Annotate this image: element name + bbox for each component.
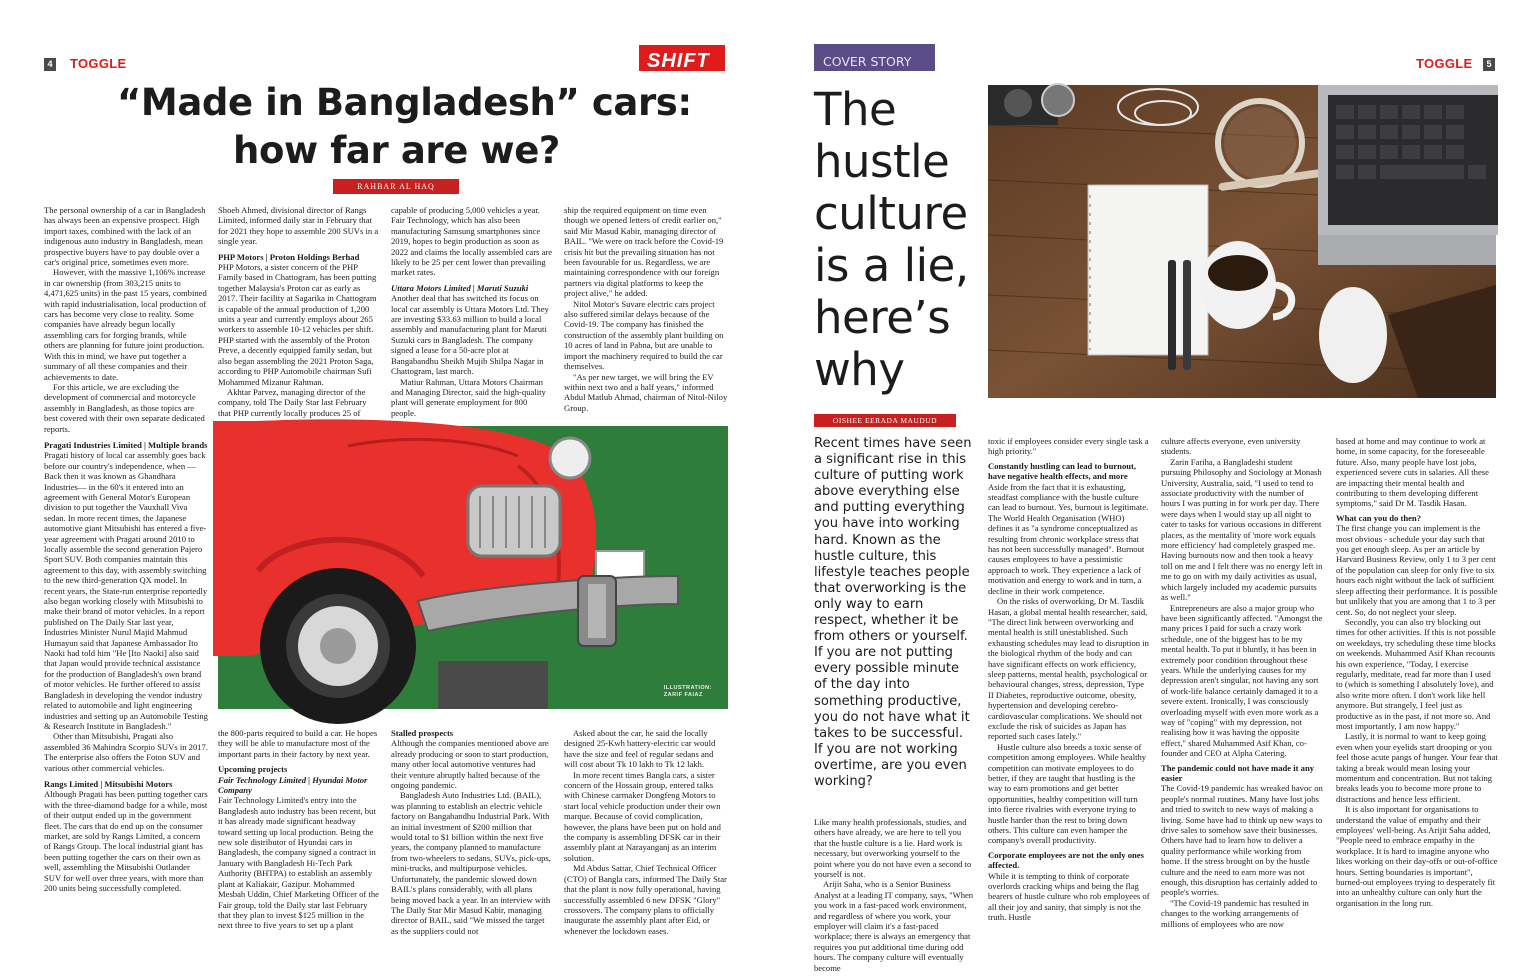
paragraph: ship the required equipment on time even though we opened letters of credit earlier on," said Mir Masud Kabir, managing director of BAIL. "We were on track before the Covid-19 crisis hit but the prevailing situation has not been favourable for us. Regardless, we are maintaining correspondence with our foreign partners via digital platforms to keep the project alive," he added. <box>564 205 724 299</box>
paragraph: The first change you can implement is the most obvious - schedule your day such that you get enough sleep. As per an article by Harvard Business Review, only 1 to 3 per cent of the population can sleep for only five to six hours each night without the lack of sufficient sleep affecting their performance. It is possible but unlikely that you are among that 1 to 3 per cent. So, do not neglect your sleep. <box>1336 523 1498 617</box>
paragraph: Md Abdus Sattar, Chief Technical Officer (CTO) of Bangla cars, informed The Daily Star that the plant is now fully operational, having successfully assembled 6 new DFSK "Glory" crossovers. The company plans to officially inaugurate the assembly plant after Eid, or whenever the lockdown eases. <box>564 863 727 936</box>
byline-right: OISHEE EERADA MAUDUD <box>814 414 956 427</box>
article-column-2-bottom <box>218 728 380 940</box>
paragraph: culture affects everyone, even university students. <box>1161 436 1301 457</box>
article-column-4-top <box>564 205 728 420</box>
page-number: 4 <box>44 58 56 71</box>
shift-logo-text: SHIFT <box>647 50 710 72</box>
paragraph: "The Covid-19 pandemic has resulted in changes to the working arrangements of millions of employees who are now <box>1161 897 1309 929</box>
article-column-3-top <box>391 205 553 420</box>
paragraph: Although Pragati has been putting together cars with the three-diamond badge for a while, most of their output ended up in the government fleet. The cars that do end up on the consumer market, are sold by Rangs Limited, a concern of Rangs Group. The local industrial giant has been putting together the cars on their own as well, assembling the Mitsubishi Outlander SUV for well over three years, with more than 200 units being successfully completed. <box>44 789 208 893</box>
article-column-r2 <box>988 436 1150 941</box>
article-column-2-top <box>218 205 380 420</box>
headline-line-2: how far are we? <box>233 129 560 172</box>
article-column-1 <box>44 205 208 940</box>
paragraph: Matiur Rahman, Uttara Motors Chairman and Managing Director, said the high-quality plant will generate employment for 800 people. <box>391 376 546 418</box>
paragraph: Entrepreneurs are also a major group who have been significantly affected. "Amongst the many prices I paid for such a crazy work schedule, one of the biggest has to be my mental health. To put it bluntly, it has been in extremely poor condition throughout these years. While the underlying causes for my depression aren't singular, not having any sort of work-life balance certainly damaged it to a severe extent. Ironically, I was consciously overloading myself with even more work as a way of "coping" with my depression, not realising how it was having the opposite effect," shared Muhammed Asif Khan, co-founder and CEO at Alpha Catering. <box>1161 602 1323 759</box>
subheading: Rangs Limited | Mitsubishi Motors <box>44 778 173 789</box>
article-column-r3 <box>1161 436 1323 941</box>
desk-photo <box>988 85 1496 398</box>
paragraph: Asked about the car, he said the locally designed 25-Kwh battery-electric car would have the size and feel of regular sedans and will cost about Tk 10 lakh to Tk 12 lakh. <box>564 728 716 770</box>
desk-photo-graphic <box>988 85 1496 398</box>
paragraph: The personal ownership of a car in Bangladesh has always been an expensive prospect. High import taxes, combined with the lack of an indigenous auto industry in Bangladesh, mean prospective buyers have to pay double over a car's original price, sometimes even more. <box>44 205 206 268</box>
section-tag-right: TOGGLE <box>1416 56 1473 71</box>
illustration-credit-label: ILLUSTRATION: <box>663 685 712 691</box>
section-tag: TOGGLE <box>70 56 127 71</box>
cover-title-line: why <box>814 343 905 396</box>
article-column-r4 <box>1336 436 1498 941</box>
byline: RAHBAR AL HAQ <box>333 179 459 194</box>
subheading: Stalled prospects <box>391 728 454 738</box>
paragraph: the 800-parts required to build a car. He hopes they will be able to manufacture most of the important parts in their factory by next year. <box>218 728 378 759</box>
paragraph: Like many health professionals, studies, and others have already, we are here to tell you that the hustle culture is a lie. Hard work is necessary, but overworking yourself to the point where you do not have even a second to yourself is not. <box>814 817 972 880</box>
paragraph: Secondly, you can also try blocking out times for other activities. If this is not possible on weekdays, try scheduling these time blocks on weekends. Muhammed Asif Khan recounts his own experience, "Today, I exercise regularly, meditate, read far more than I used to (which is something I absolutely love), and also write more often. I don't work like hell anymore. But strangely, I feel just as productive as in the past, if not more so. And most importantly, I am now happy." <box>1336 616 1496 731</box>
paragraph: In more recent times Bangla cars, a sister concern of the Hossain group, entered talks with Chinese carmaker Dongfeng Motors to start local vehicle production under their own marque. Because of covid complication, however, the plans have been put on hold and the company is assembling DFSK car in their assembly plant at Narayanganj as an interim solution. <box>564 769 721 863</box>
paragraph: Other than Mitsubishi, Pragati also assembled 36 Mahindra Scorpio SUVs in 2017. The enterprise also offers the Foton SUV and various other commercial vehicles. <box>44 731 208 773</box>
paragraph: Lastly, it is normal to want to keep going even when your eyelids start drooping or you feel those acute pangs of hunger. Your fear that taking a break would mean losing your momentum and concentration. But not taking breaks leads you to become more prone to distractions and hence less efficient. <box>1336 731 1498 804</box>
paragraph: Akhtar Parvez, managing director of the company, told The Daily Star last February that PHP currently locally produces 25 of <box>218 386 367 418</box>
subheading: Pragati Industries Limited | Multiple brands <box>44 439 208 450</box>
paragraph: However, with the massive 1,106% increase in car ownership (from 303,215 units to 4,471,625 units) in the past 15 years, combined with rapid industrialisation, local production of cars has become very close to reality. Some companies have already begun locally assembling cars for forging brands, while others are planning for future joint production. With this in mind, we have put together a summary of all these companies and their achievements to date. <box>44 267 207 382</box>
paragraph: Hustle culture also breeds a toxic sense of competition among employees. While healthy competition can motivate employees to do better, if they are taught that hustling is the way to earn promotions and get better opportunities, healthy competition will turn into fierce rivalries with everyone trying to hustle harder than the rest to bring down others. This culture can even hamper the company's overall productivity. <box>988 741 1147 846</box>
article-column-3-bottom <box>391 728 553 940</box>
paragraph: PHP Motors, a sister concern of the PHP Family based in Chattogram, has been putting together Malaysia's Proton car as early as 2017. Their facility at Sagarika in Chattogram is capable of the annual production of 1,200 units a year and currently employs about 265 workers to assemble 10-12 vehicles per shift. PHP started with the assembly of the Proton Preve, a decently equipped family sedan, but also began assembling the 2021 Proton Saga, according to PHP Automobile chairman Sufi Mohammed Mizanur Rahman. <box>218 262 377 387</box>
intro-paragraph: Recent times have seen a significant rise in this culture of putting work above everything else and putting everything you have into working hard. Known as the hustle culture, this lifestyle teaches people that overworking is the only way to earn respect, whether it be from others or yourself. If you are not putting every possible minute of the day into something productive, you do not have what it takes to be successful. If you are not working overtime, are you even working? <box>814 436 972 789</box>
cover-title-line: hustle <box>814 135 950 188</box>
paragraph: Fair Technology Limited's entry into the Bangladesh auto industry has been recent, but it has already made significant headway toward setting up local production. Being the new sole distributor of Hyundai cars in Bangladesh, the company signed a contract in January with Bangladesh Hi-Tech Park Authority (BHTPA) to establish an assembly plant at Kaliakair, Gazipur. Mohammed Mesbah Uddin, Chief Marketing Officer of the Fair group, told the Daily star last February that they plan to invest $125 million in the next three to five years to set up a plant <box>218 795 379 931</box>
paragraph: based at home and may continue to work at home, in some capacity, for the foreseeable future. Also, many people have lost jobs, experienced severe cuts in salaries. All these are impacting their mental health and contributing to them developing different symptoms," said Dr M. Tasdik Hasan. <box>1336 436 1489 509</box>
article-column-4-bottom <box>564 728 728 940</box>
paragraph: It is also important for organisations to understand the value of empathy and their employees' well-being. As Arijit Saha added, "People need to embrace empathy in the workplace. It is hard to imagine anyone who likes working on their day-offs or out-of-office hours. Setting boundaries is important", burned-out employees trying to desperately fit into an unhealthy culture can only hurt the organisation in the long run. <box>1336 804 1498 908</box>
paragraph: Although the companies mentioned above are already producing or soon to start production, many other local automotive ventures had their venture abruptly halted because of the ongoing pandemic. <box>391 738 549 791</box>
paragraph: toxic if employees consider every single task a high priority." <box>988 436 1149 457</box>
paragraph: Bangladesh Auto Industries Ltd. (BAIL), was planning to establish an electric vehicle factory on Bangabandhu Industrial Park. With an initial investment of $200 million that would total to $1 billion within the next five years, the company planned to manufacture from two-wheelers to sedans, SUVs, pick-ups, mini-trucks, and multipurpose vehicles. Unfortunately, the pandemic slowed down BAIL's plans considerably, with all plans being moved back a year. In an interview with The Daily Star Mir Masud Kabir, managing director of BAIL, said "We missed the target as the suppliers could not <box>391 790 551 936</box>
subheading: The pandemic could not have made it any easier <box>1161 762 1315 783</box>
subheading: Constantly hustling can lead to burnout, have negative health effects, and more <box>988 460 1137 482</box>
illustration-credit <box>664 685 712 699</box>
headline-line-1: “Made in Bangladesh” cars: <box>117 81 692 124</box>
cover-title-line: is a lie, <box>814 239 969 292</box>
paragraph: Shoeb Ahmed, divisional director of Rangs Limited, informed daily star in February that for 2021 they hope to assemble 200 SUVs in a single year. <box>218 205 379 247</box>
cover-title-line: here’s <box>814 291 951 344</box>
paragraph: Arijit Saha, who is a Senior Business Analyst at a leading IT company, says, "When you work in a fast-paced work environment, and regardless of where you work, your employer will claim it's a fast-paced workplace; there is always an emergency that requires you put additional time during odd hours. The company culture will eventually become <box>814 879 974 973</box>
paragraph: capable of producing 5,000 vehicles a year. Fair Technology, which has also been manufacturing Samsung smartphones since 2019, hopes to begin production as soon as 2022 and claims the locally assembled cars are likely to be 25 per cent lower than prevailing market rates. <box>391 205 553 278</box>
paragraph: Zarin Fariha, a Bangladeshi student pursuing Philosophy and Sociology at Monash University, Australia, said, "I used to tend to associate productivity with the number of hours I was putting in for work per day. There were days when I would stay up all night to cater to tasks for various occasions in different places, as the mentality of 'more work equals more efficiency' had completely grasped me. Having burnouts now and then took a heavy toll on me and I felt there was no energy left in me to go on with my daily activities as usual, which largely included my academic pursuits as well." <box>1161 456 1323 603</box>
article-column-r1 <box>814 817 974 973</box>
paragraph: On the risks of overworking, Dr M. Tasdik Hasan, a global mental health researcher, said, "The direct link between overworking and mental health is still unestablished. Such exhausting schedules may lead to disruption in the biological rhythm of the body and can have significant effects on work efficiency, sleep patterns, mental health, psychological or behavioural changes, stress, depression, Type II Diabetes, reproductive outcome, obesity, hypertension and developing cerebro-cardiovascular complications. We should not exclude the risk of suicides as Japan has reported such cases lately." <box>988 596 1149 742</box>
paragraph: Aside from the fact that it is exhausting, steadfast compliance with the hustle culture can lead to burnout. Yes, burnout is legitimate. The World Health Organisation (WHO) defines it as "a syndrome conceptualized as resulting from chronic workplace stress that has not been successfully managed". Burnout causes employees to have a pessimistic approach to work. They experience a lack of motivation and energy to work and in turn, a decline in their work competence. <box>988 481 1149 596</box>
cover-story-tag: COVER STORY <box>814 44 935 71</box>
illustration-credit-name: ZARIF FAIAZ <box>663 692 703 698</box>
paragraph: Pragati history of local car assembly goes back before our country's independence, when —Back then it was known as Ghandhara Industries— in the 60's it entered into an agreement with General Motor's European division to put together the Vauxhall Viva sedan. In more recent times, the Japanese automotive giant Mitsubishi has entered a five-year agreement with Pragati around 2010 to locally assemble the second generation Pajero Sport SUV. Both companies maintain this agreement to this day, with assembly switching to the new third-generation QX model. In recent years, the State-run enterprise reportedly also began working closely with Mitsubishi to make their brand of motor vehicles. In a report published on The Daily Star last year, Industries Minister Nurul Majid Mahmud Humayun said that Japanese Ambassador Ito Naoki had told him "He [Ito Naoki] also said that Japan would provide technical assistance for the production of Bangladesh's own brand of motor vehicles. He further offered to assist Bangladesh in developing the vendor industry related to automobile and light engineering industries and setting up an Automobile Testing & Research Institute in Bangladesh." <box>44 450 208 731</box>
paragraph: For this article, we are excluding the development of commercial and motorcycle assembly in Bangladesh, as those topics are best covered with their own separate dedicated reports. <box>44 381 205 434</box>
car-illustration <box>218 426 728 709</box>
paragraph: While it is tempting to think of corporate overlords cracking whips and being the flag bearers of hustle culture who rob employees of all their joy and sanity, that simply is not the truth. Hustle <box>988 870 1150 923</box>
subheading: Corporate employees are not the only ones affected. <box>988 849 1144 871</box>
paragraph: Nitol Motor's Suvare electric cars project also suffered similar delays because of the Covid-19. The company has finished the construction of the assembly plant building on 10 acres of land in Pabna, but are unable to import the machinery required to build the car themselves. <box>564 298 724 372</box>
paragraph: Another deal that has switched its focus on local car assembly is Uttara Motors Ltd. They are investing $33.63 million to build a local assembly and manufacturing plant for Maruti Suzuki cars in Bangladesh. The company signed a lease for a 50-acre plot at Bangabandhu Sheikh Mujib Shilpa Nagar in Chattogram, last march. <box>391 293 549 377</box>
cover-title-line: culture <box>814 187 968 240</box>
subheading: Fair Technology Limited | Hyundai Motor Company <box>218 774 368 796</box>
subheading: PHP Motors | Proton Holdings Berhad <box>218 251 360 262</box>
cover-title-line: The <box>814 83 897 136</box>
subheading: Uttara Motors Limited | Maruti Suzuki <box>391 282 529 293</box>
paragraph: The Covid-19 pandemic has wreaked havoc on people's normal routines. Many have lost jobs and tried to switch to new ways of making a living. Some have had to think up new ways to drive sales to somehow save their businesses. Others have had to learn how to deliver a quality performance while working from home. If the stress brought on by the hustle culture and the need to earn more was not enough, this disruption has certainly added to people's worries. <box>1161 783 1323 898</box>
page-number-right: 5 <box>1483 58 1495 71</box>
shift-logo <box>639 45 725 71</box>
subheading: What can you do then? <box>1336 512 1421 523</box>
red-car-graphic <box>218 426 728 709</box>
subheading: Upcoming projects <box>218 764 288 775</box>
cover-title <box>814 84 984 396</box>
paragraph: "As per new target, we will bring the EV within next two and a half years," informed Abdul Matlub Ahmad, chairman of Nitol-Niloy Group. <box>564 371 728 413</box>
